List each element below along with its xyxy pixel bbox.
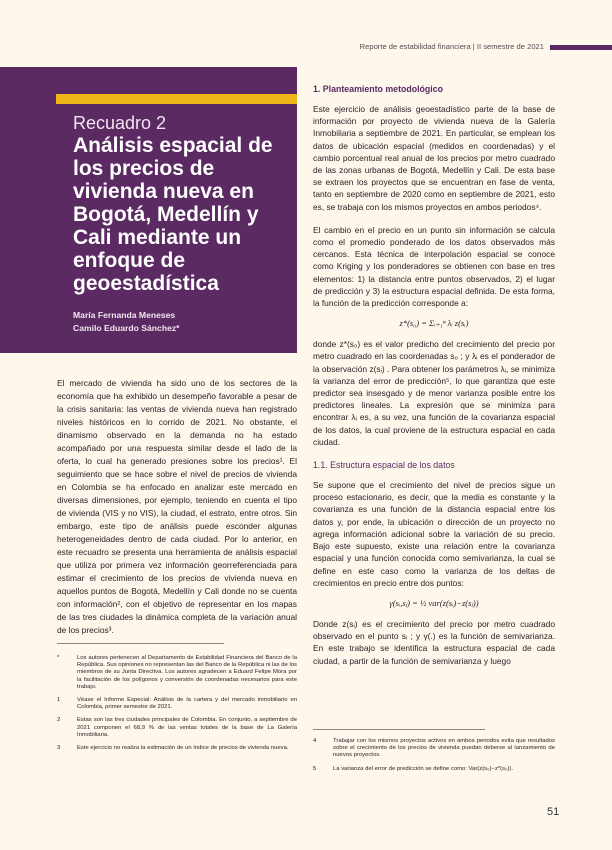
author: Camilo Eduardo Sánchez* <box>73 323 180 333</box>
article-title: Análisis espacial de los precios de vivienda nueva en Bogotá, Medellín y Cali mediante un enfoque de geoestadística <box>73 134 273 295</box>
footnote: 3 Este ejercicio no realiza la estimación de un índice de precios de vivienda nueva. <box>57 745 289 752</box>
footnote-divider <box>57 643 224 644</box>
footnote: * Los autores pertenecen al Departamento de Estabilidad Financiera del Banco de la República. Sus opiniones no representan las del Banco de la República ni las de los miembros de su Junta Directiva. Los autores agradecen a Eduard Felipe Mora por la facilitación de los polígonos y conversión de coordenadas necesarios para este trabajo. <box>57 655 297 690</box>
subsection-heading: 1.1. Estructura espacial de los datos <box>313 460 455 471</box>
paragraph: El cambio en el precio en un punto sin información se calcula como el promedio ponderado de los datos observados más cercanos. Esta técnica de interpolación espacial se conoce como Kriging y los ponderadores se obtienen con base en tres elementos: 1) la distancia entre puntos observados, 2) el lugar de predicción y 3) la estructura espacial definida. De esta forma, la función de la predicción corresponde a: <box>313 224 555 309</box>
footnote: 4 Trabajar con los mismos proyectos activos en ambos periodos evita que resultados sobre el crecimiento de los precios de vivienda puedan deberse al lanzamiento de nuevos proyectos. <box>313 738 555 759</box>
footnotes-right <box>313 738 555 773</box>
right-column <box>313 84 555 667</box>
authors <box>73 309 297 335</box>
intro-paragraph: El mercado de vivienda ha sido uno de los sectores de la economía que ha exhibido un desempeño favorable a pesar de la crisis sanitaria: las ventas de vivienda nueva han registrado niveles históricos en lo corrido de 2021. No obstante, el dinamismo observado en la demanda no ha estado acompañado por una respuesta similar desde el lado de la oferta, lo cual ha generado presiones sobre los precios¹. El seguimiento que se hace sobre el nivel de precios de vivienda en Colombia se ha enfocado en analizar este mercado en diversas dimensiones, por ejemplo, teniendo en cuenta el tipo de vivienda (VIS y no VIS), la ciudad, el estrato, entre otros. Sin embargo, este tipo de análisis puede esconder algunas heterogeneidades dentro de cada ciudad. Por lo anterior, en este recuadro se presenta una herramienta de análisis espacial que utiliza por primera vez información georreferenciada para estimar el crecimiento de los precios de vivienda nueva en aquellos puntos de Bogotá, Medellín y Cali donde no se cuenta con información², con el objetivo de representar en los mapas de las tres ciudades la dinámica completa de la variación anual de los precios³. <box>57 378 297 635</box>
paragraph: Este ejercicio de análisis geoestadístico parte de la base de información por proyecto de vivienda nueva de la Galería Inmobiliaria a septiembre de 2021. En particular, se emplean los datos de ubicación espacial (medidos en coordenadas) y el cambio porcentual real anual de los precios por metro cuadrado de las zonas urbanas de Bogotá, Medellín y Cali. De esta base se extraen los proyectos que se encuentran en fase de venta, tanto en septiembre de 2020 como en septiembre de 2021, esto es, se trabaja con los mismos proyectos en ambos periodos⁴. <box>313 104 555 212</box>
footnote-divider <box>313 729 485 730</box>
running-header: Reporte de estabilidad financiera | II semestre de 2021 <box>359 42 544 51</box>
paragraph: Donde z(sᵢ) es el crecimiento del precio por metro cuadrado observado en el punto sᵢ ; y γ(.) es la función de semivarianza. En este trabajo se identifica la estructura espacial de cada ciudad, a partir de la función de semivarianza y luego <box>313 618 555 666</box>
title-accent-bar <box>56 94 297 104</box>
header-accent-bar <box>550 45 612 50</box>
paragraph: Se supone que el crecimiento del nivel de precios sigue un proceso estacionario, es decir, que la media es constante y la covarianza es una función de la distancia espacial entre los datos y, por ende, la ubicación o dirección de un proyecto no agrega información adicional sobre la variación de su precio. Bajo este supuesto, existe una relación entre la covarianza espacial y una función conocida como semivarianza, la cual se define en este caso como la varianza de los deltas de crecimientos en precio entre dos puntos: <box>313 480 555 588</box>
box-label: Recuadro 2 <box>73 113 167 133</box>
page-number: 51 <box>547 806 560 818</box>
footnote: 5 La varianza del error de predicción se define como: Var(z(s₀)−z*(s₀)). <box>313 765 514 772</box>
footnote: 1 Véase el Informe Especial: Análisis de la cartera y del mercado inmobiliario en Colombia, primer semestre de 2021. <box>57 697 297 711</box>
title-box <box>0 67 297 353</box>
footnotes-left <box>57 655 297 752</box>
author: María Fernanda Meneses <box>73 310 176 320</box>
paragraph: donde z*(s₀) es el valor predicho del crecimiento del precio por metro cuadrado en las coordenadas s₀ ; y λᵢ es el ponderador de la observación z(sᵢ) . Para obtener los parámetros λᵢ, se minimiza la varianza del error de predicción⁵, lo que garantiza que este predictor sea insesgado y de menor varianza posible entre los predictores lineales. La expresión que se minimiza para encontrar λᵢ es, a su vez, una función de la covarianza espacial de los datos, la cual proviene de la estructura espacial en cada ciudad. <box>313 339 555 447</box>
equation-semivariance: γ(sᵢ,sⱼ) = ½ var(z(sᵢ)−z(sⱼ)) <box>389 597 479 608</box>
footnote: 2 Estas son las tres ciudades principales de Colombia. En conjunto, a septiembre de 2021 componen el 68,9 % de las ventas totales de la base de La Galería Inmobiliaria. <box>57 717 297 738</box>
equation-kriging: z*(s₀) = Σᵢ₌₁ⁿ λᵢ z(sᵢ) <box>399 318 469 329</box>
section-heading: 1. Planteamiento metodológico <box>313 84 444 94</box>
